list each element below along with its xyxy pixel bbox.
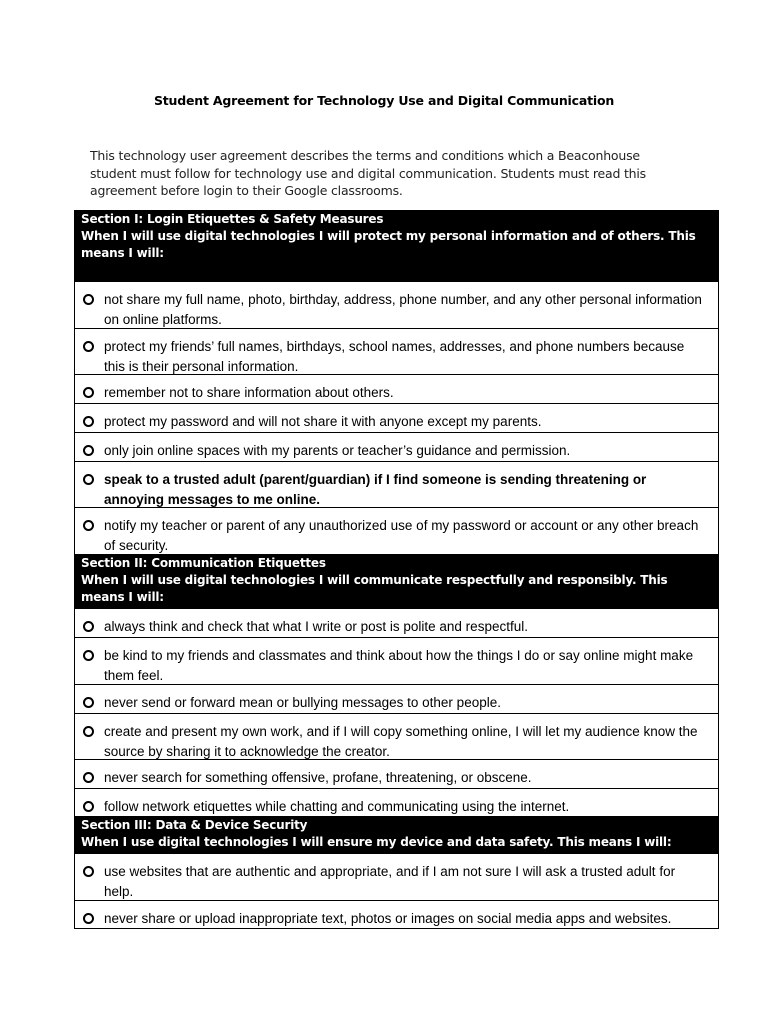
item-text: remember not to share information about others.: [104, 385, 394, 400]
section-1-heading: Section I: Login Etiquettes & Safety Measures: [81, 212, 384, 226]
list-item: [75, 788, 718, 816]
item-text: always think and check that what I write or post is polite and respectful.: [104, 619, 528, 634]
list-item: [75, 900, 718, 928]
list-item: [75, 684, 718, 713]
bullet-icon: [83, 341, 94, 352]
item-text: protect my friends’ full names, birthdays, school names, addresses, and phone numbers because this is their personal information.: [104, 339, 685, 374]
item-text: never send or forward mean or bullying messages to other people.: [104, 695, 501, 710]
item-text: be kind to my friends and classmates and think about how the things I do or say online might make them feel.: [104, 648, 694, 683]
item-text: speak to a trusted adult (parent/guardian) if I find someone is sending threatening or annoying messages to me online.: [104, 472, 647, 507]
section-3-subheading: When I use digital technologies I will ensure my device and data safety. This means I will:: [81, 835, 672, 849]
section-3-header: [75, 816, 718, 853]
bullet-icon: [83, 520, 94, 531]
item-text: use websites that are authentic and appropriate, and if I am not sure I will ask a trusted adult for help.: [104, 864, 676, 899]
bullet-icon: [83, 294, 94, 305]
bullet-icon: [83, 650, 94, 661]
item-text: follow network etiquettes while chatting and communicating using the internet.: [104, 799, 570, 814]
list-item: [75, 403, 718, 432]
intro-paragraph: This technology user agreement describes the terms and conditions which a Beaconhouse student must follow for technology use and digital communication. Students must read this agreement before login to their Google classrooms.: [90, 148, 646, 198]
bullet-icon: [83, 913, 94, 924]
bullet-icon: [83, 866, 94, 877]
list-item: [75, 713, 718, 759]
bullet-icon: [83, 387, 94, 398]
list-item: [75, 608, 718, 637]
section-2-heading: Section II: Communication Etiquettes: [81, 556, 326, 570]
item-text: create and present my own work, and if I will copy something online, I will let my audience know the source by sharing it to acknowledge the creator.: [104, 724, 698, 759]
item-text: never search for something offensive, profane, threatening, or obscene.: [104, 770, 532, 785]
bullet-icon: [83, 772, 94, 783]
bullet-icon: [83, 726, 94, 737]
item-text: never share or upload inappropriate text, photos or images on social media apps and websites.: [104, 911, 672, 926]
bullet-icon: [83, 445, 94, 456]
bullet-icon: [83, 474, 94, 485]
section-2-header: [75, 554, 718, 608]
section-3-heading: Section III: Data & Device Security: [81, 818, 308, 832]
section-2-subheading: When I will use digital technologies I will communicate respectfully and responsibly. This means I will:: [81, 573, 668, 604]
list-item: [75, 853, 718, 900]
list-item: [75, 637, 718, 684]
bullet-icon: [83, 621, 94, 632]
list-item: [75, 374, 718, 403]
item-text: only join online spaces with my parents or teacher’s guidance and permission.: [104, 443, 571, 458]
section-1-header: [75, 210, 718, 281]
list-item: [75, 507, 718, 554]
list-item: [75, 281, 718, 328]
agreement-table: [74, 210, 719, 929]
list-item: [75, 461, 718, 507]
item-text: protect my password and will not share it with anyone except my parents.: [104, 414, 542, 429]
list-item: [75, 432, 718, 461]
list-item: [75, 328, 718, 374]
list-item: [75, 759, 718, 788]
document-title: Student Agreement for Technology Use and Digital Communication: [153, 93, 615, 108]
item-text: notify my teacher or parent of any unauthorized use of my password or account or any other breach of security.: [104, 518, 699, 553]
item-text: not share my full name, photo, birthday, address, phone number, and any other personal information on online platforms.: [104, 292, 702, 327]
section-1-subheading: When I will use digital technologies I will protect my personal information and of others. This means I will:: [81, 229, 696, 260]
bullet-icon: [83, 801, 94, 812]
bullet-icon: [83, 416, 94, 427]
bullet-icon: [83, 697, 94, 708]
